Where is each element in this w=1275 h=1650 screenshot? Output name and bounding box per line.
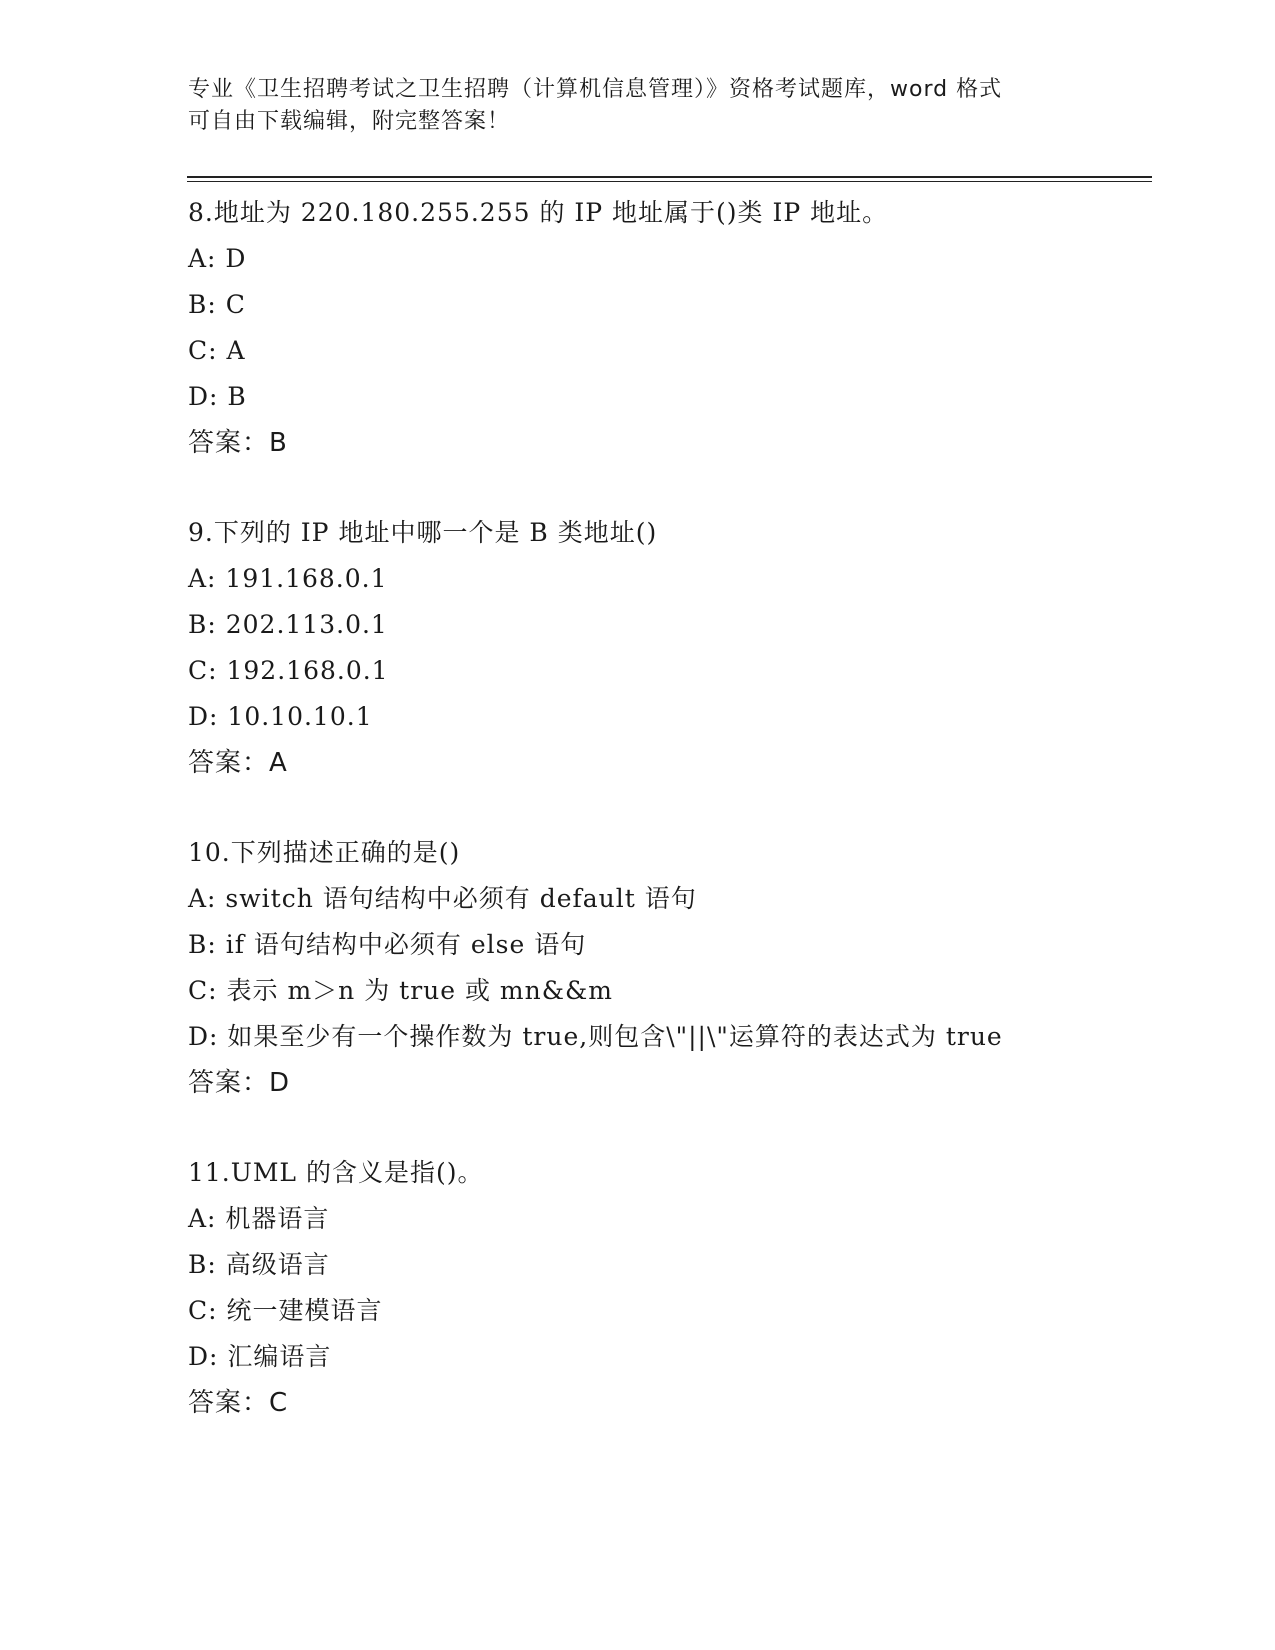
question-10 bbox=[188, 830, 1088, 1106]
answer-line: 答案：D bbox=[188, 1068, 291, 1098]
option-c: C: 192.168.0.1 bbox=[188, 656, 389, 685]
question-stem: 11.UML 的含义是指()。 bbox=[188, 1158, 484, 1187]
option-b: B: 高级语言 bbox=[188, 1250, 330, 1279]
option-d: D: 10.10.10.1 bbox=[188, 702, 373, 731]
header-divider-thin bbox=[187, 181, 1152, 182]
question-8 bbox=[188, 190, 1088, 466]
question-9 bbox=[188, 510, 1088, 786]
option-d: D: 如果至少有一个操作数为 true,则包含\"||\"运算符的表达式为 true bbox=[188, 1022, 1003, 1051]
document-header bbox=[188, 74, 1088, 138]
option-c: C: 表示 m＞n 为 true 或 mn&&m bbox=[188, 976, 613, 1005]
question-stem: 8.地址为 220.180.255.255 的 IP 地址属于()类 IP 地址。 bbox=[188, 198, 889, 227]
question-stem: 9.下列的 IP 地址中哪一个是 B 类地址() bbox=[188, 518, 658, 547]
question-spacer bbox=[188, 466, 1088, 510]
option-c: C: A bbox=[188, 336, 246, 365]
question-list bbox=[188, 190, 1088, 1426]
answer-line: 答案：A bbox=[188, 748, 288, 778]
option-c: C: 统一建模语言 bbox=[188, 1296, 383, 1325]
option-b: B: if 语句结构中必须有 else 语句 bbox=[188, 930, 587, 959]
option-d: D: B bbox=[188, 382, 247, 411]
option-b: B: C bbox=[188, 290, 246, 319]
question-spacer bbox=[188, 1106, 1088, 1150]
question-stem: 10.下列描述正确的是() bbox=[188, 838, 461, 867]
option-a: A: D bbox=[188, 244, 247, 273]
option-a: A: 机器语言 bbox=[188, 1204, 330, 1233]
header-line-2: 可自由下载编辑，附完整答案！ bbox=[188, 109, 511, 134]
option-b: B: 202.113.0.1 bbox=[188, 610, 388, 639]
answer-line: 答案：B bbox=[188, 428, 288, 458]
option-d: D: 汇编语言 bbox=[188, 1342, 332, 1371]
option-a: A: switch 语句结构中必须有 default 语句 bbox=[188, 884, 697, 913]
header-divider-thick bbox=[187, 176, 1152, 178]
header-line-1: 专业《卫生招聘考试之卫生招聘（计算机信息管理）》资格考试题库，word 格式 bbox=[188, 77, 1003, 102]
question-11 bbox=[188, 1150, 1088, 1426]
option-a: A: 191.168.0.1 bbox=[188, 564, 388, 593]
answer-line: 答案：C bbox=[188, 1388, 289, 1418]
question-spacer bbox=[188, 786, 1088, 830]
